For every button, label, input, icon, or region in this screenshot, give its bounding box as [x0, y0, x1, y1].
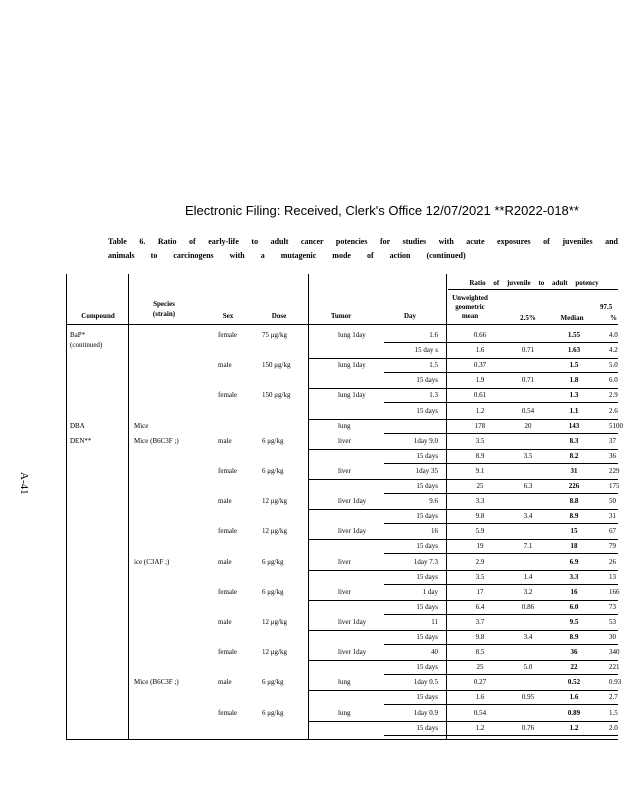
header-mean-3: mean [461, 312, 479, 320]
cell-mean: 3.5 [475, 573, 485, 581]
cell-tumor: lung [338, 422, 351, 430]
cell-p25: 7.1 [523, 542, 533, 550]
cell-median: 1.6 [569, 693, 579, 701]
cell-sex: female [218, 709, 238, 717]
cell-mean: 0.37 [473, 361, 487, 369]
cell-p25: 3.4 [523, 633, 533, 641]
cell-p25: 1.4 [523, 573, 533, 581]
cell-sex: female [218, 331, 238, 339]
cell-day: 1day 35 [415, 467, 438, 475]
cell-sex: male [218, 558, 232, 566]
cell-median: 0.89 [567, 709, 581, 717]
table-rule [66, 274, 67, 740]
cell-dose: 12 μg/kg [262, 648, 287, 656]
table-rule [66, 739, 618, 740]
row-rule [308, 419, 618, 420]
cell-mean: 3.3 [475, 497, 485, 505]
row-rule [384, 674, 618, 675]
cell-p25: 0.71 [521, 376, 535, 384]
cell-day: 9.6 [429, 497, 438, 505]
cell-p975: 4.0 [609, 331, 618, 339]
cell-p25: 3.2 [523, 588, 533, 596]
cell-median: 8.9 [569, 512, 579, 520]
cell-median: 3.3 [569, 573, 579, 581]
cell-median: 8.8 [569, 497, 579, 505]
cell-mean: 1.9 [475, 376, 485, 384]
row-rule [308, 570, 618, 571]
cell-mean: 25 [476, 482, 484, 490]
cell-day: 15 days [416, 573, 438, 581]
header-median: Median [560, 314, 584, 322]
cell-p25: 0.86 [521, 603, 535, 611]
cell-tumor: liver [338, 558, 351, 566]
cell-sex: female [218, 648, 238, 656]
cell-sex: female [218, 391, 238, 399]
cell-p25: 3.5 [523, 452, 533, 460]
cell-tumor: lung 1day [338, 391, 366, 399]
cell-median: 8.9 [569, 633, 579, 641]
cell-day: 1 day [422, 588, 438, 596]
cell-p975: 2.6 [609, 407, 618, 415]
row-rule [384, 402, 618, 403]
cell-median: 9.5 [569, 618, 579, 626]
cell-mean: 0.54 [473, 709, 487, 717]
cell-median: 22 [570, 663, 578, 671]
cell-dose: 6 μg/kg [262, 588, 284, 596]
cell-p975: 2.7 [609, 693, 618, 701]
cell-p975: 31 [609, 512, 616, 520]
cell-species: Mice (B6C3F ;) [134, 678, 179, 686]
caption-line-2: animals to carcinogens with a mutagenic mode of action (continued) [108, 251, 466, 260]
cell-median: 6.9 [569, 558, 579, 566]
header-ratio-group: Ratio of juvenile to adult potency [469, 279, 599, 287]
cell-dose: 12 μg/kg [262, 618, 287, 626]
cell-mean: 8.5 [475, 648, 485, 656]
row-rule [384, 644, 618, 645]
cell-mean: 3.7 [475, 618, 485, 626]
row-rule [384, 372, 618, 373]
cell-sex: male [218, 361, 232, 369]
cell-median: 36 [570, 648, 578, 656]
cell-p975: 1.5 [609, 709, 618, 717]
cell-day: 15 days [416, 633, 438, 641]
cell-p25: 0.95 [521, 693, 535, 701]
cell-mean: 25 [476, 663, 484, 671]
cell-day: 15 days [416, 407, 438, 415]
cell-day: 1day 0.5 [413, 678, 438, 686]
cell-p975: 0.93 [609, 678, 622, 686]
cell-day: 1.3 [429, 391, 438, 399]
cell-p25: 5.0 [523, 663, 533, 671]
cell-mean: 3.5 [475, 437, 485, 445]
cell-dose: 75 μg/kg [262, 331, 287, 339]
cell-sex: female [218, 467, 238, 475]
row-rule [384, 704, 618, 705]
table-rule [446, 274, 447, 740]
cell-p975: 26 [609, 558, 616, 566]
row-rule [384, 735, 618, 736]
cell-median: 15 [570, 527, 578, 535]
cell-median: 8.3 [569, 437, 579, 445]
table-rule [308, 274, 309, 740]
row-rule [308, 449, 618, 450]
header-mean-2: geometric [455, 303, 485, 311]
filing-banner: Electronic Filing: Received, Clerk's Office 12/07/2021 **R2022-018** [185, 203, 579, 218]
cell-median: 1.8 [569, 376, 579, 384]
cell-mean: 9.8 [475, 633, 485, 641]
cell-day: 15 days [416, 724, 438, 732]
row-rule [308, 721, 618, 722]
header-compound: Compound [81, 312, 115, 320]
header-sex: Sex [222, 312, 234, 320]
table-rule [66, 324, 618, 325]
cell-tumor: liver 1day [338, 497, 367, 505]
cell-day: 1day 9.0 [413, 437, 438, 445]
page-number: A-41 [18, 472, 30, 495]
cell-mean: 1.6 [475, 346, 485, 354]
cell-dose: 150 μg/kg [262, 391, 291, 399]
cell-compound-note: (continued) [70, 341, 103, 349]
header-strain: (strain) [152, 310, 176, 318]
cell-sex: female [218, 527, 238, 535]
cell-mean: 0.27 [473, 678, 487, 686]
cell-p975: 79 [609, 542, 616, 550]
cell-mean: 9.8 [475, 512, 485, 520]
cell-median: 8.2 [569, 452, 579, 460]
row-rule [308, 690, 618, 691]
cell-p975: 53 [609, 618, 616, 626]
cell-p975: 30 [609, 633, 616, 641]
cell-day: 1day 7.3 [413, 558, 438, 566]
cell-median: 1.3 [569, 391, 579, 399]
header-dose: Dose [271, 312, 287, 320]
cell-mean: 1.2 [475, 407, 485, 415]
row-rule [384, 614, 618, 615]
row-rule [384, 342, 618, 343]
cell-p25: 0.76 [521, 724, 535, 732]
row-rule [384, 433, 618, 434]
cell-mean: 1.2 [475, 724, 485, 732]
header-mean-1: Unweighted [452, 294, 488, 302]
row-rule [384, 584, 618, 585]
cell-dose: 12 μg/kg [262, 527, 287, 535]
cell-median: 31 [570, 467, 578, 475]
cell-median: 1.55 [567, 331, 581, 339]
cell-sex: female [218, 588, 238, 596]
cell-median: 1.2 [569, 724, 579, 732]
table-rule [448, 289, 618, 290]
cell-p975: 73 [609, 603, 616, 611]
header-p975-a: 97.5 [600, 303, 613, 311]
cell-p975: 5100 [609, 422, 623, 430]
cell-day: 1.6 [429, 331, 438, 339]
cell-tumor: lung [338, 678, 351, 686]
cell-mean: 5.9 [475, 527, 485, 535]
cell-sex: male [218, 437, 232, 445]
row-rule [308, 479, 618, 480]
cell-mean: 178 [474, 422, 486, 430]
cell-day: 15 days [416, 376, 438, 384]
cell-mean: 19 [476, 542, 484, 550]
cell-median: 1.1 [569, 407, 579, 415]
row-rule [384, 463, 618, 464]
cell-p25: 20 [524, 422, 532, 430]
row-rule [308, 630, 618, 631]
cell-p975: 13 [609, 573, 616, 581]
cell-mean: 6.4 [475, 603, 485, 611]
cell-mean: 1.6 [475, 693, 485, 701]
cell-dose: 6 μg/kg [262, 437, 284, 445]
cell-species: ice (C3AF ;) [134, 558, 170, 566]
table-rule [128, 274, 129, 740]
caption-line-1: Table 6. Ratio of early-life to adult cancer potencies for studies with acute exposures of juveniles and [108, 237, 618, 246]
row-rule [308, 509, 618, 510]
cell-mean: 8.9 [475, 452, 485, 460]
cell-day: 15 days [416, 693, 438, 701]
cell-median: 18 [570, 542, 578, 550]
cell-mean: 17 [476, 588, 484, 596]
cell-p25: 6.3 [523, 482, 533, 490]
cell-p975: 221 [609, 663, 620, 671]
cell-p975: 37 [609, 437, 616, 445]
cell-mean: 2.9 [475, 558, 485, 566]
cell-dose: 12 μg/kg [262, 497, 287, 505]
cell-dose: 6 μg/kg [262, 709, 284, 717]
cell-dose: 150 μg/kg [262, 361, 291, 369]
cell-dose: 6 μg/kg [262, 678, 284, 686]
cell-median: 1.63 [567, 346, 581, 354]
cell-tumor: lung 1day [338, 331, 366, 339]
cell-day: 15 days [416, 663, 438, 671]
cell-day: 40 [431, 648, 438, 656]
row-rule [308, 388, 618, 389]
cell-p975: 166 [609, 588, 620, 596]
cell-p975: 340 [609, 648, 620, 656]
cell-dose: 6 μg/kg [262, 467, 284, 475]
cell-p975: 2.0 [609, 724, 618, 732]
header-p975-b: % [610, 314, 617, 322]
cell-day: 15 days [416, 482, 438, 490]
cell-sex: male [218, 497, 232, 505]
row-rule [384, 553, 618, 554]
row-rule [384, 523, 618, 524]
cell-tumor: liver 1day [338, 527, 367, 535]
row-rule [308, 539, 618, 540]
cell-tumor: liver [338, 588, 351, 596]
cell-p975: 229 [609, 467, 620, 475]
cell-median: 226 [568, 482, 580, 490]
cell-day: 1.5 [429, 361, 438, 369]
cell-p975: 175 [609, 482, 620, 490]
cell-compound: DEN** [70, 437, 92, 445]
cell-day: 11 [431, 618, 438, 626]
cell-p975: 2.9 [609, 391, 618, 399]
cell-day: 15 days [416, 603, 438, 611]
row-rule [308, 660, 618, 661]
cell-median: 0.52 [567, 678, 581, 686]
cell-day: 15 days [416, 452, 438, 460]
cell-median: 6.0 [569, 603, 579, 611]
cell-p975: 5.0 [609, 361, 618, 369]
cell-sex: male [218, 618, 232, 626]
cell-p25: 3.4 [523, 512, 533, 520]
cell-day: 15 day s [414, 346, 438, 354]
cell-species: Mice (B6C3F ;) [134, 437, 179, 445]
cell-median: 1.5 [569, 361, 579, 369]
cell-mean: 0.66 [473, 331, 487, 339]
row-rule [308, 600, 618, 601]
cell-compound: BaP* [70, 331, 86, 339]
cell-dose: 6 μg/kg [262, 558, 284, 566]
header-species: Species [153, 300, 175, 308]
cell-tumor: liver [338, 437, 351, 445]
cell-mean: 9.1 [475, 467, 485, 475]
header-day: Day [403, 312, 417, 320]
cell-day: 16 [431, 527, 438, 535]
cell-species: Mice [134, 422, 149, 430]
cell-compound: DBA [70, 422, 85, 430]
cell-day: 15 days [416, 512, 438, 520]
cell-p975: 67 [609, 527, 616, 535]
cell-median: 143 [568, 422, 580, 430]
row-rule [384, 493, 618, 494]
cell-p25: 0.71 [521, 346, 535, 354]
cell-p25: 0.54 [521, 407, 535, 415]
cell-p975: 6.0 [609, 376, 618, 384]
cell-tumor: lung 1day [338, 361, 366, 369]
header-tumor: Tumor [330, 312, 352, 320]
cell-day: 15 days [416, 542, 438, 550]
cell-tumor: liver 1day [338, 648, 367, 656]
cell-median: 16 [570, 588, 578, 596]
cell-tumor: liver [338, 467, 351, 475]
cell-mean: 0.61 [473, 391, 487, 399]
cell-p975: 4.2 [609, 346, 618, 354]
cell-tumor: lung [338, 709, 351, 717]
cell-p975: 36 [609, 452, 616, 460]
cell-tumor: liver 1day [338, 618, 367, 626]
cell-day: 1day 0.9 [413, 709, 438, 717]
row-rule [308, 358, 618, 359]
cell-p975: 50 [609, 497, 616, 505]
header-p25: 2.5% [520, 314, 536, 322]
cell-sex: male [218, 678, 232, 686]
